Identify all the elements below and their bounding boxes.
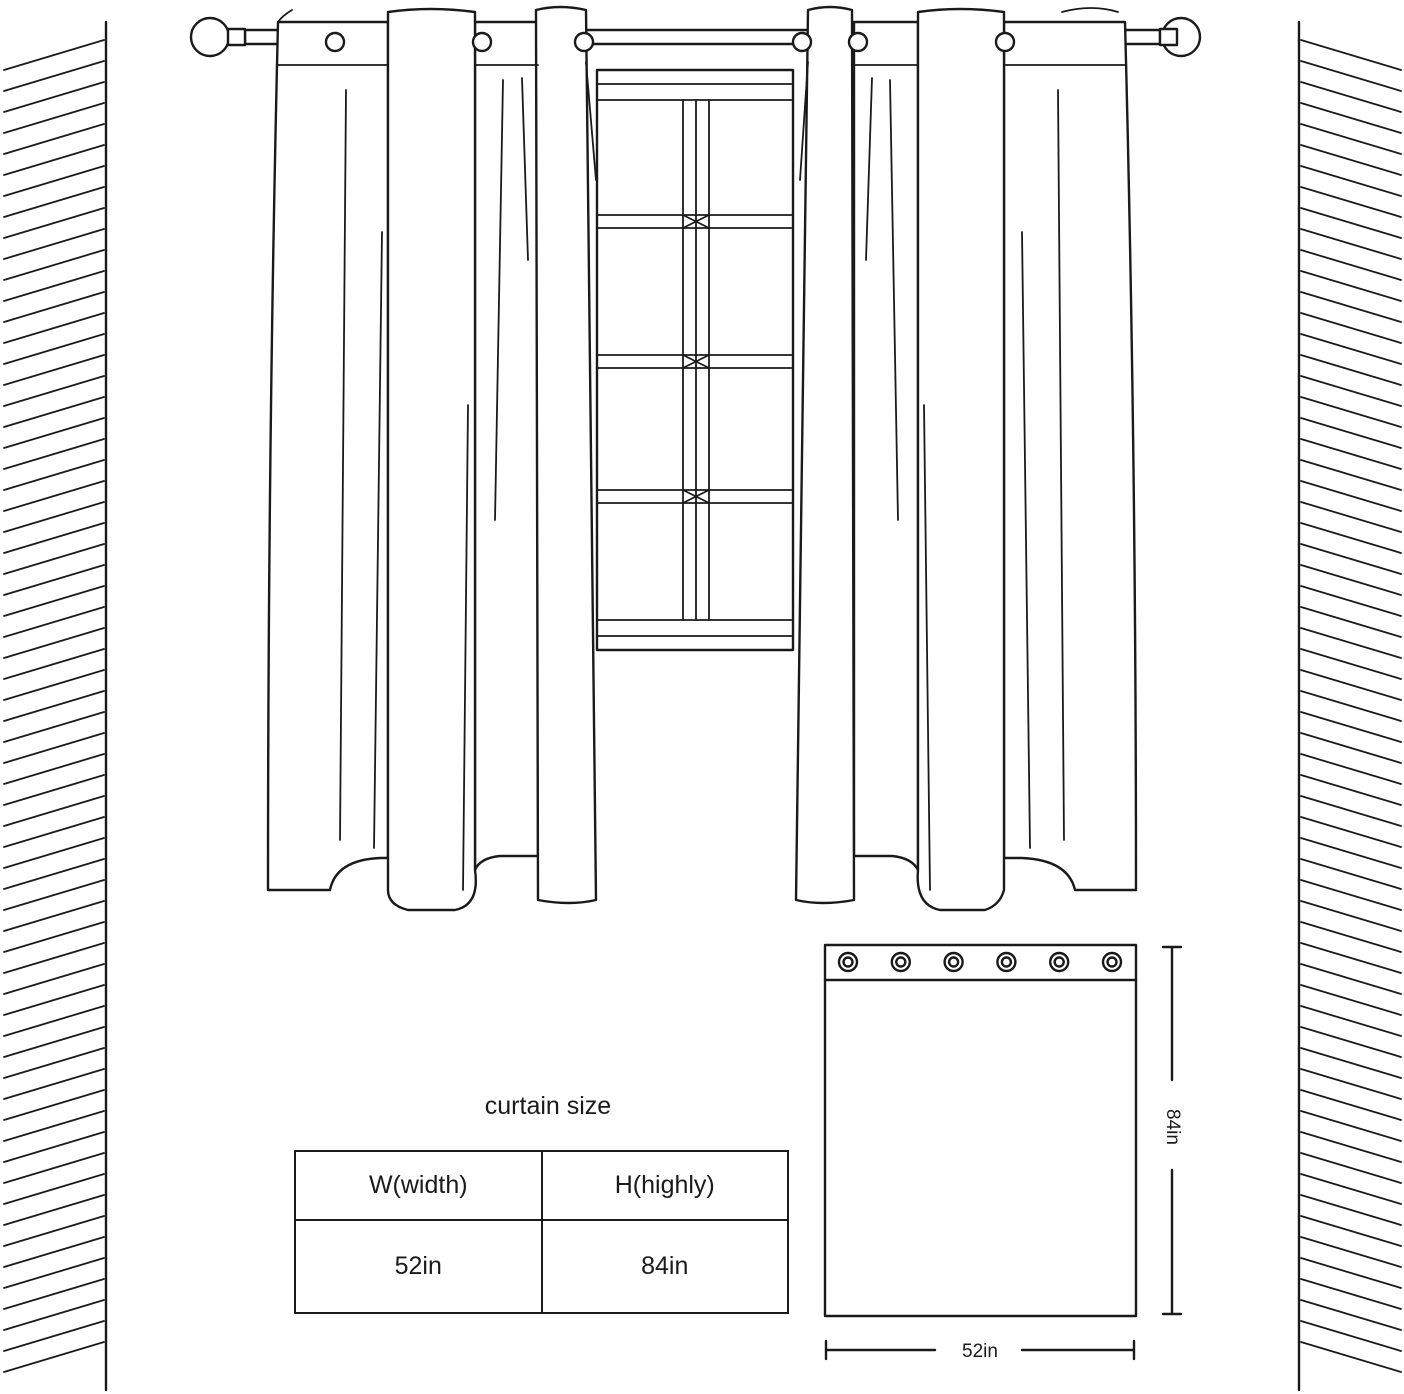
right-wall (1299, 22, 1401, 1390)
curtain-size-table (294, 1150, 789, 1314)
width-header-cell: W(width) (295, 1151, 542, 1220)
table-header-row (295, 1151, 788, 1220)
width-dimension (826, 1341, 1134, 1362)
grommet (1055, 958, 1064, 967)
left-wall-hatching (4, 40, 104, 1372)
grommet (1002, 958, 1011, 967)
right-curtain-panel (793, 7, 1136, 910)
right-wall-hatching (1301, 40, 1401, 1372)
grommet (896, 958, 905, 967)
left-wall (4, 22, 106, 1390)
grommet (844, 958, 853, 967)
height-dimension-label: 84in (1161, 1109, 1183, 1145)
curtain-size-title: curtain size (484, 1092, 612, 1120)
width-value-cell: 52in (295, 1220, 542, 1313)
window (597, 70, 793, 650)
height-value-cell: 84in (542, 1220, 789, 1313)
grommet (1108, 958, 1117, 967)
grommet (949, 958, 958, 967)
table-value-row (295, 1220, 788, 1313)
panel-dimension-diagram (825, 945, 1183, 1362)
height-header-cell: H(highly) (542, 1151, 789, 1220)
width-dimension-label: 52in (962, 1341, 998, 1362)
curtain-panel-outline (825, 945, 1136, 1316)
left-rod-finial (191, 18, 229, 56)
left-curtain-panel (268, 7, 596, 910)
height-dimension (1162, 947, 1183, 1314)
